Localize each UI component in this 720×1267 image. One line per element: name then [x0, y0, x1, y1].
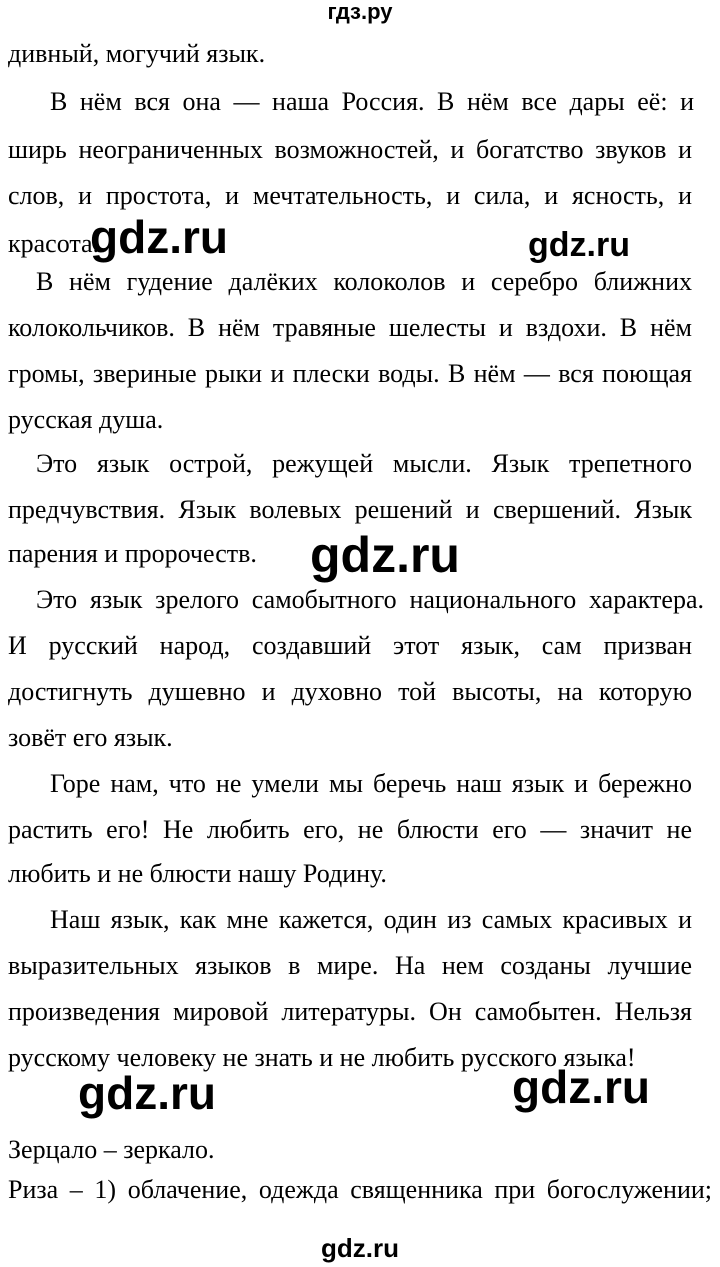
text-line: Риза – 1) облачение, одежда священника при богослужении; [8, 1175, 712, 1204]
text-line: красота. [8, 229, 100, 258]
text-line: Это язык зрелого самобытного национального характера. [36, 585, 704, 614]
text-line: Это язык острой, режущей мысли. Язык трепетного [36, 449, 692, 478]
text-line: Горе нам, что не умели мы беречь наш язык и бережно [50, 769, 692, 798]
text-line: русская душа. [8, 405, 164, 434]
watermark-logo: gdz.ru [310, 527, 460, 583]
text-line: громы, звериные рыки и плески воды. В нём — вся поющая [8, 359, 692, 388]
text-line: дивный, могучий язык. [8, 39, 266, 68]
text-line: парения и пророчеств. [8, 539, 257, 568]
page-footer: gdz.ru [321, 1233, 399, 1263]
text-line: В нём гудение далёких колоколов и серебро ближних [36, 267, 692, 296]
text-line: колокольчиков. В нём травяные шелесты и вздохи. В нём [8, 313, 692, 342]
watermark-logo: gdz.ru [90, 211, 228, 263]
watermark-logo: gdz.ru [78, 1067, 216, 1119]
text-line: Наш язык, как мне кажется, один из самых красивых и [50, 905, 692, 934]
text-line: слов, и простота, и мечтательность, и сила, и ясность, и [8, 181, 692, 210]
watermark-logo: gdz.ru [528, 226, 630, 264]
text-line: русскому человеку не знать и не любить русского языка! [8, 1043, 636, 1072]
text-line: предчувствия. Язык волевых решений и свершений. Язык [8, 495, 692, 524]
text-line: зовёт его язык. [8, 723, 173, 752]
text-line: ширь неограниченных возможностей, и богатство звуков и [8, 135, 692, 164]
page-header: гдз.ру [327, 0, 393, 24]
text-line: Зерцало – зеркало. [8, 1135, 215, 1164]
text-line: растить его! Не любить его, не блюсти его — значит не [8, 815, 692, 844]
text-line: любить и не блюсти нашу Родину. [8, 859, 387, 888]
text-line: достигнуть душевно и духовно той высоты, на которую [8, 677, 692, 706]
text-line: В нём вся она — наша Россия. В нём все дары её: и [50, 87, 694, 116]
text-line: И русский народ, создавший этот язык, сам призван [8, 631, 692, 660]
text-line: выразительных языков в мире. На нем созданы лучшие [8, 951, 692, 980]
watermark-logo: gdz.ru [512, 1061, 650, 1113]
text-line: произведения мировой литературы. Он самобытен. Нельзя [8, 997, 692, 1026]
